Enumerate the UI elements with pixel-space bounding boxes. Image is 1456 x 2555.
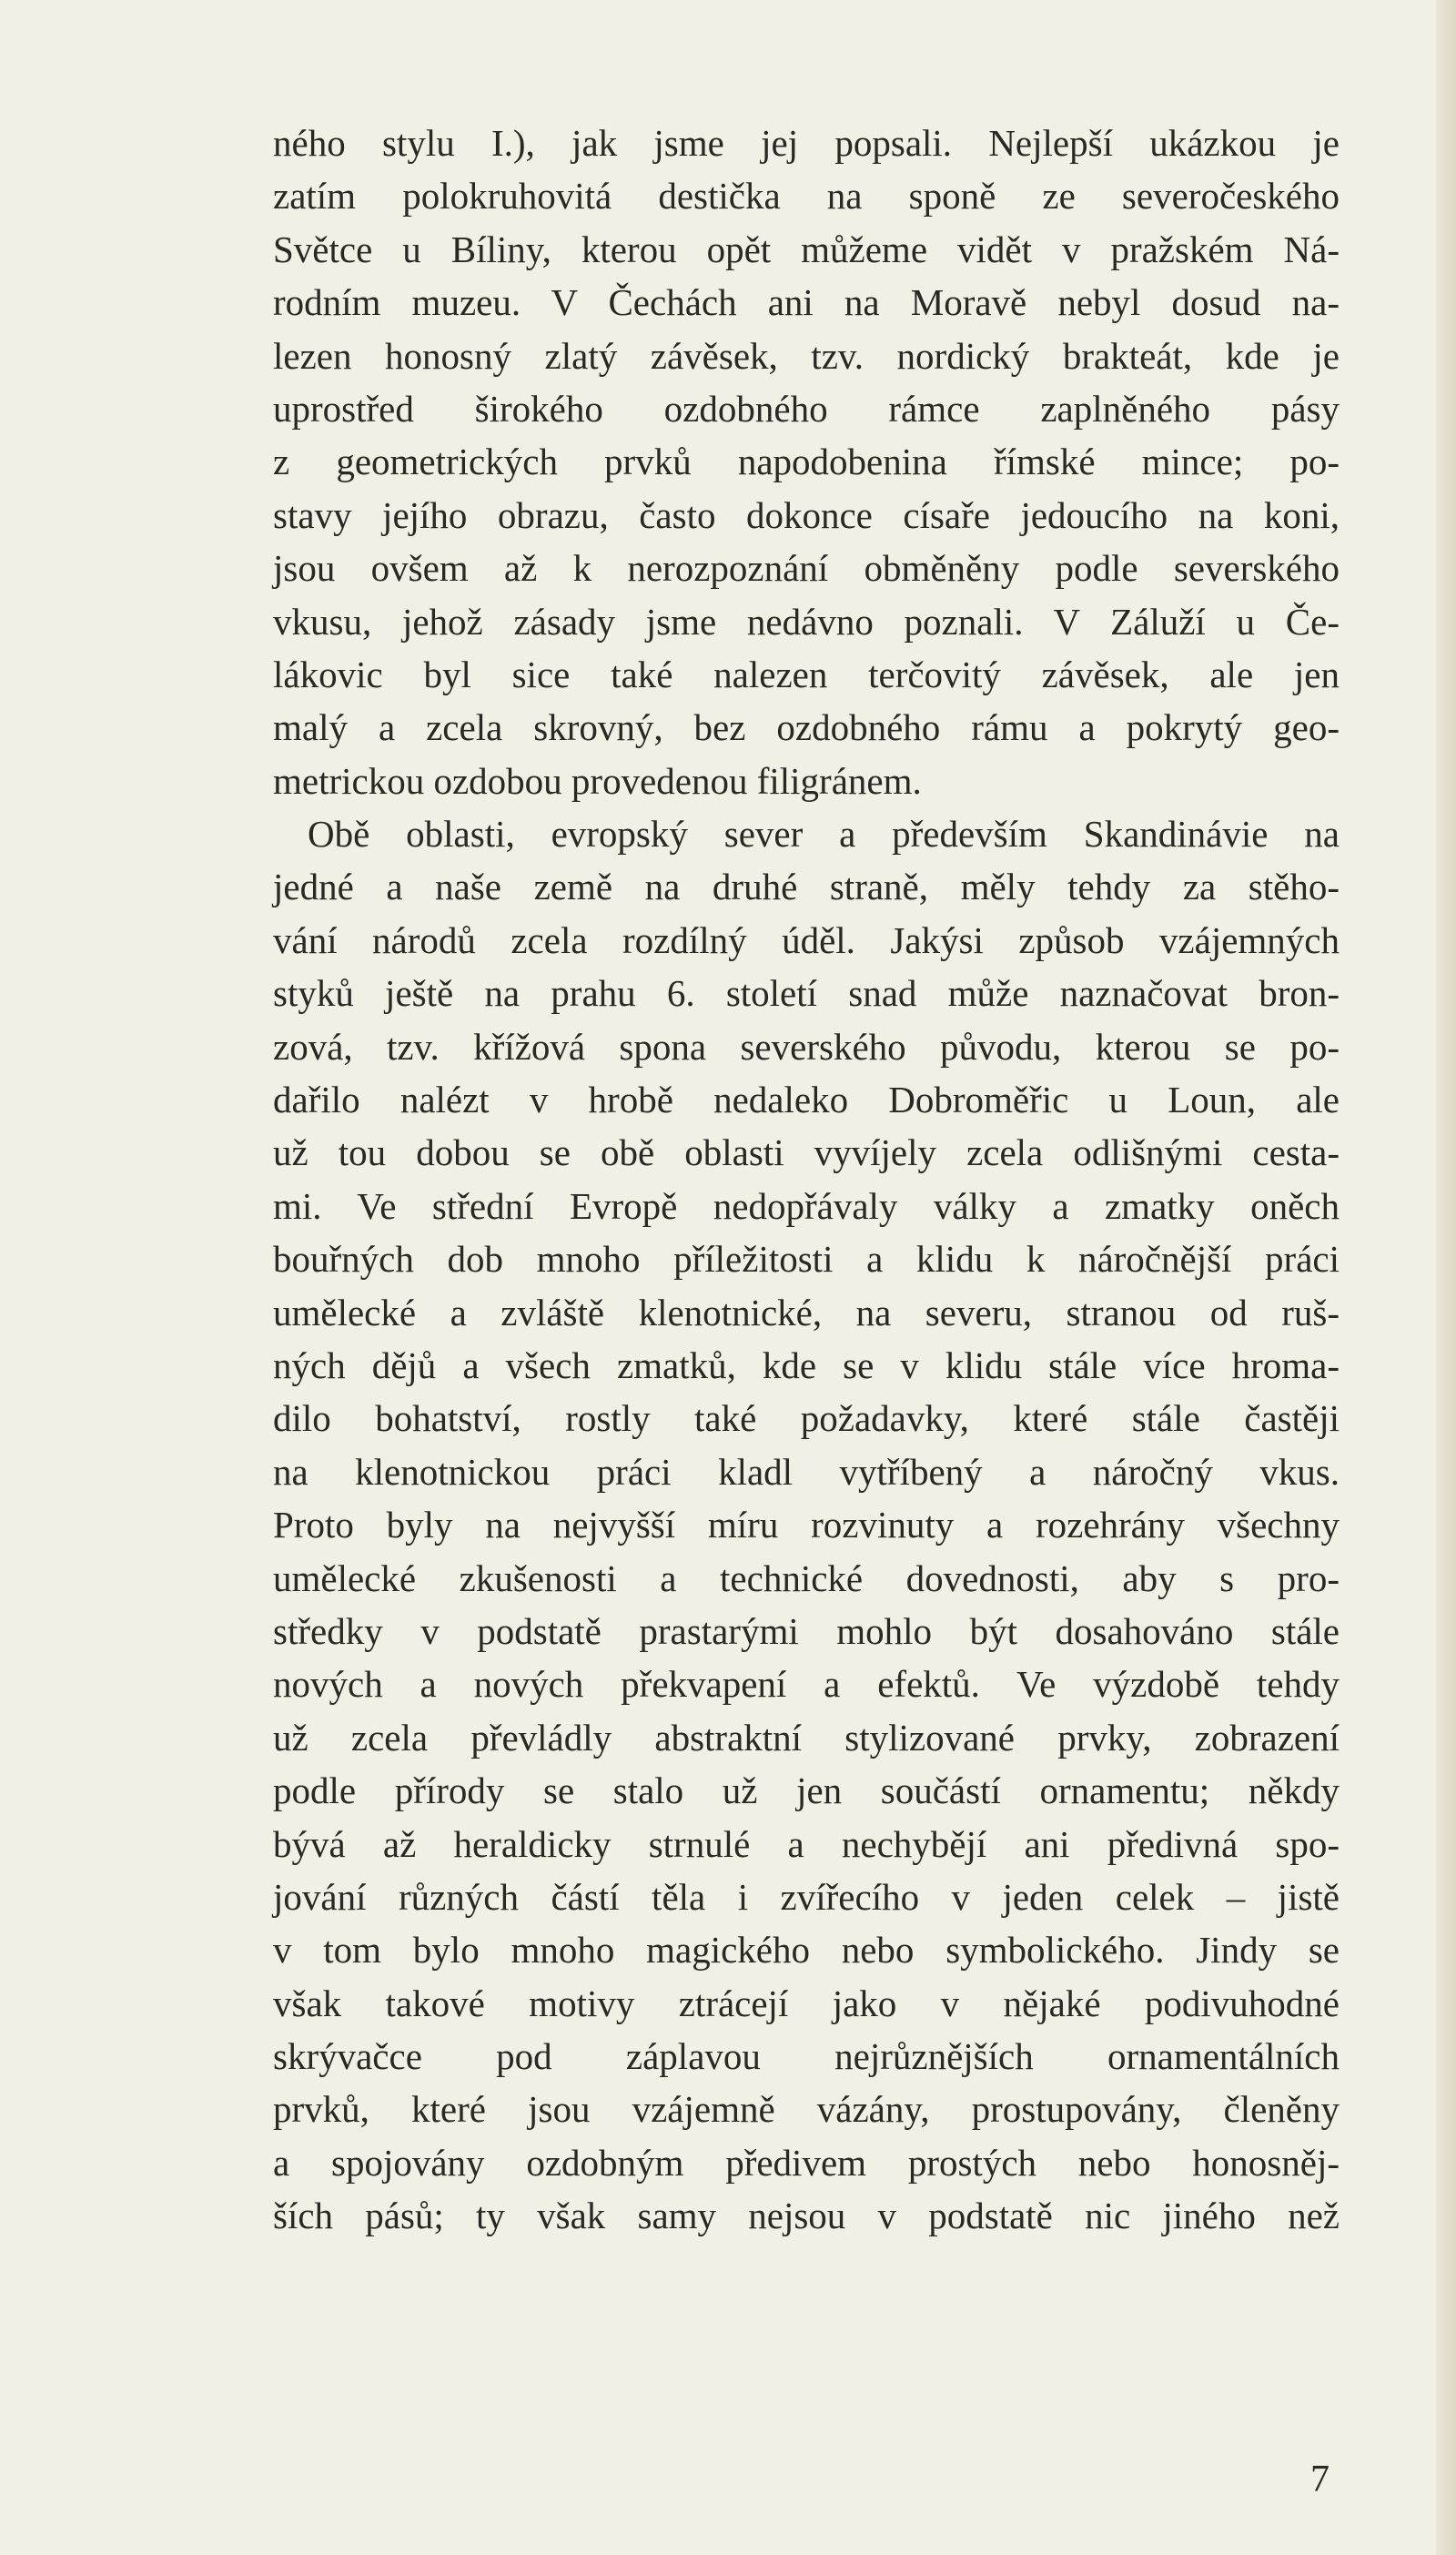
text-line: ších pásů; ty však samy nejsou v podstatě nic jiného než <box>273 2195 1340 2237</box>
text-line: a spojovány ozdobným předivem prostých nebo honosněj- <box>273 2141 1340 2184</box>
text-line: Proto byly na nejvyšší míru rozvinuty a rozehrány všechny <box>273 1504 1340 1546</box>
text-line: lezen honosný zlatý závěsek, tzv. nordický brakteát, kde je <box>273 334 1340 377</box>
text-line: podle přírody se stalo už jen součástí ornamentu; někdy <box>273 1769 1340 1812</box>
text-line: umělecké a zvláště klenotnické, na severu, stranou od ruš- <box>273 1291 1340 1333</box>
text-line: jování různých částí těla i zvířecího v jeden celek – jistě <box>273 1875 1340 1918</box>
text-line: styků ještě na prahu 6. století snad může naznačovat bron- <box>273 972 1340 1015</box>
text-line: uprostřed širokého ozdobného rámce zaplněného pásy <box>273 387 1340 430</box>
text-line: bývá až heraldicky strnulé a nechybějí ani předivná spo- <box>273 1822 1340 1865</box>
text-line: prvků, které jsou vzájemně vázány, prostupovány, členěny <box>273 2088 1340 2131</box>
text-line: nových a nových překvapení a efektů. Ve výzdobě tehdy <box>273 1663 1340 1706</box>
text-line: jsou ovšem až k nerozpoznání obměněny podle severského <box>273 547 1340 590</box>
text-line: zatím polokruhovitá destička na sponě ze severočeského <box>273 175 1340 218</box>
text-line: dilo bohatství, rostly také požadavky, které stále častěji <box>273 1397 1340 1440</box>
text-line: z geometrických prvků napodobenina římské mince; po- <box>273 441 1340 483</box>
body-text <box>273 117 1340 2243</box>
text-line: ného stylu I.), jak jsme jej popsali. Nejlepší ukázkou je <box>273 122 1340 164</box>
text-line: v tom bylo mnoho magického nebo symbolického. Jindy se <box>273 1929 1340 1972</box>
text-line: Obě oblasti, evropský sever a především Skandinávie na <box>308 813 1340 856</box>
text-line: mi. Ve střední Evropě nedopřávaly války a zmatky oněch <box>273 1184 1340 1227</box>
text-line: zová, tzv. křížová spona severského původu, kterou se po- <box>273 1025 1340 1068</box>
text-line: dařilo nalézt v hrobě nedaleko Dobroměřic u Loun, ale <box>273 1079 1340 1121</box>
text-line: lákovic byl sice také nalezen terčovitý závěsek, ale jen <box>273 653 1340 695</box>
text-line: vkusu, jehož zásady jsme nedávno poznali. V Záluží u Če- <box>273 600 1340 643</box>
text-line: stavy jejího obrazu, často dokonce císaře jedoucího na koni, <box>273 493 1340 536</box>
text-line: na klenotnickou práci kladl vytříbený a náročný vkus. <box>273 1450 1340 1493</box>
text-line: malý a zcela skrovný, bez ozdobného rámu a pokrytý geo- <box>273 706 1340 749</box>
text-line: však takové motivy ztrácejí jako v nějaké podivuhodné <box>273 1982 1340 2024</box>
text-line: ných dějů a všech zmatků, kde se v klidu stále více hroma- <box>273 1343 1340 1386</box>
text-line: vání národů zcela rozdílný úděl. Jakýsi způsob vzájemných <box>273 918 1340 961</box>
text-line: už zcela převládly abstraktní stylizované prvky, zobrazení <box>273 1716 1340 1759</box>
text-line: skrývačce pod záplavou nejrůznějších ornamentálních <box>273 2035 1340 2078</box>
text-line: rodním muzeu. V Čechách ani na Moravě nebyl dosud na- <box>273 281 1340 324</box>
text-line: už tou dobou se obě oblasti vyvíjely zcela odlišnými cesta- <box>273 1131 1340 1174</box>
page-edge-shadow <box>1436 0 1456 2555</box>
text-line: umělecké zkušenosti a technické dovednosti, aby s pro- <box>273 1556 1340 1599</box>
text-line: Světce u Bíliny, kterou opět můžeme vidět v pražském Ná- <box>273 228 1340 270</box>
page-number: 7 <box>1310 2459 1330 2500</box>
text-line: středky v podstatě prastarými mohlo být dosahováno stále <box>273 1609 1340 1652</box>
text-line: bouřných dob mnoho příležitosti a klidu k náročnější práci <box>273 1238 1340 1281</box>
text-line: jedné a naše země na druhé straně, měly tehdy za stěho- <box>273 866 1340 908</box>
text-line: metrickou ozdobou provedenou filigránem. <box>273 759 922 802</box>
